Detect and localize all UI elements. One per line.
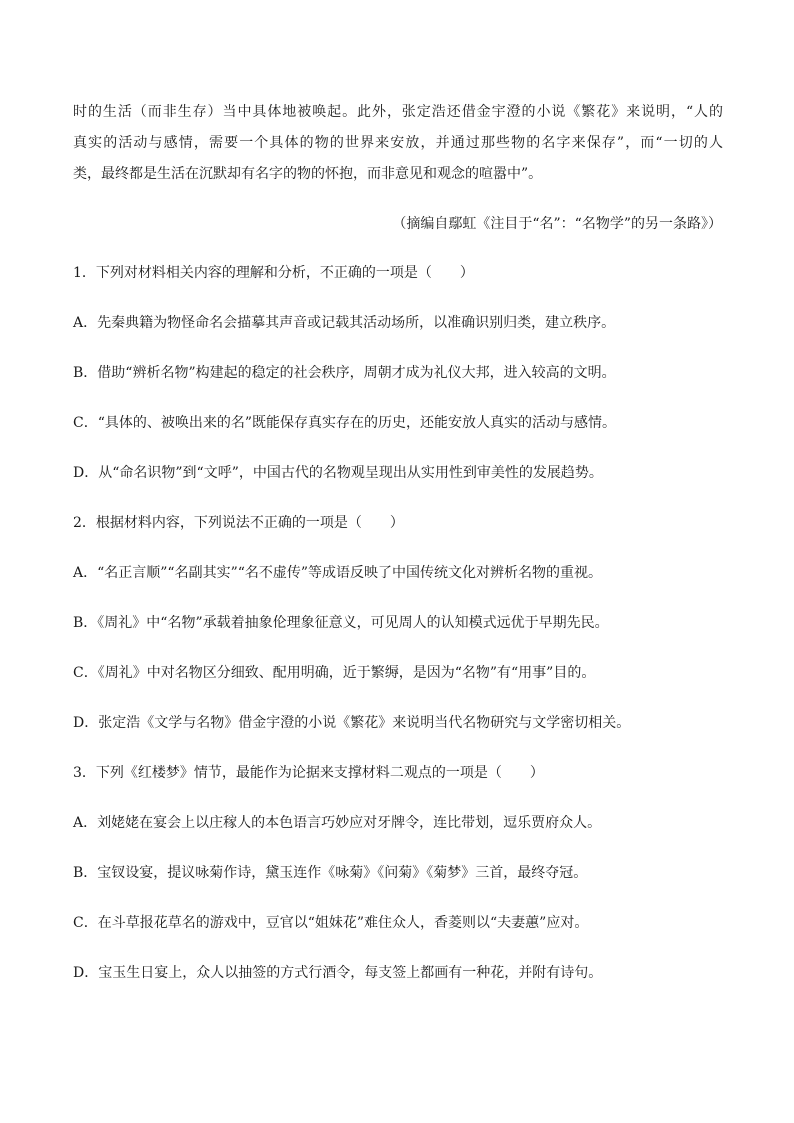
- question-3-stem: 3．下列《红楼梦》情节，最能作为论据来支撑材料二观点的一项是（ ）: [73, 765, 544, 781]
- passage-paragraph: [73, 97, 723, 190]
- question-1-option-b: B．借助“辨析名物”构建起的稳定的社会秩序，周朝才成为礼仪大邦，进入较高的文明。: [73, 365, 616, 381]
- passage-line: 真实的活动与感情，需要一个具体的物的世界来安放，并通过那些物的名字来保存”，而“一切的人: [73, 135, 723, 151]
- question-3-option-a: A．刘姥姥在宴会上以庄稼人的本色语言巧妙应对牙牌令，连比带划，逗乐贾府众人。: [73, 815, 602, 831]
- passage-source: （摘编自鄢虹《注目于“名”：“名物学”的另一条路》）: [392, 216, 722, 232]
- question-3-option-b: B．宝钗设宴，提议咏菊作诗，黛玉连作《咏菊》《问菊》《菊梦》三首，最终夺冠。: [73, 865, 588, 881]
- question-3-option-d: D．宝玉生日宴上，众人以抽签的方式行酒令，每支签上都画有一种花，并附有诗句。: [73, 965, 603, 981]
- question-1-option-c: C．“具体的、被唤出来的名”既能保存真实存在的历史，还能安放人真实的活动与感情。: [73, 415, 617, 431]
- question-2-option-a: A．“名正言顺”“名副其实”“名不虚传”等成语反映了中国传统文化对辨析名物的重视。: [73, 565, 603, 581]
- question-2-stem: 2．根据材料内容，下列说法不正确的一项是（ ）: [73, 515, 404, 531]
- question-2-option-d: D．张定浩《文学与名物》借金宇澄的小说《繁花》来说明当代名物研究与文学密切相关。: [73, 715, 631, 731]
- question-1-option-d: D．从“命名识物”到“文呼”，中国古代的名物观呈现出从实用性到审美性的发展趋势。: [73, 465, 603, 481]
- question-2-option-b: B．《周礼》中“名物”承载着抽象伦理象征意义，可见周人的认知模式远优于早期先民。: [73, 615, 609, 631]
- passage-line: 时的生活（而非生存）当中具体地被唤起。此外，张定浩还借金宇澄的小说《繁花》来说明，“人的: [73, 104, 723, 120]
- passage-line: 类，最终都是生活在沉默却有名字的物的怀抱，而非意见和观念的喧嚣中”。: [73, 166, 543, 182]
- question-1-option-a: A．先秦典籍为物怪命名会描摹其声音或记载其活动场所，以准确识别归类，建立秩序。: [73, 315, 616, 331]
- question-2-option-c: C．《周礼》中对名物区分细致、配用明确，近于繁缛，是因为“名物”有“用事”目的。: [73, 665, 596, 681]
- question-3-option-c: C．在斗草报花草名的游戏中，豆官以“姐妹花”难住众人，香菱则以“夫妻蕙”应对。: [73, 915, 589, 931]
- question-1-stem: 1．下列对材料相关内容的理解和分析，不正确的一项是（ ）: [73, 265, 474, 281]
